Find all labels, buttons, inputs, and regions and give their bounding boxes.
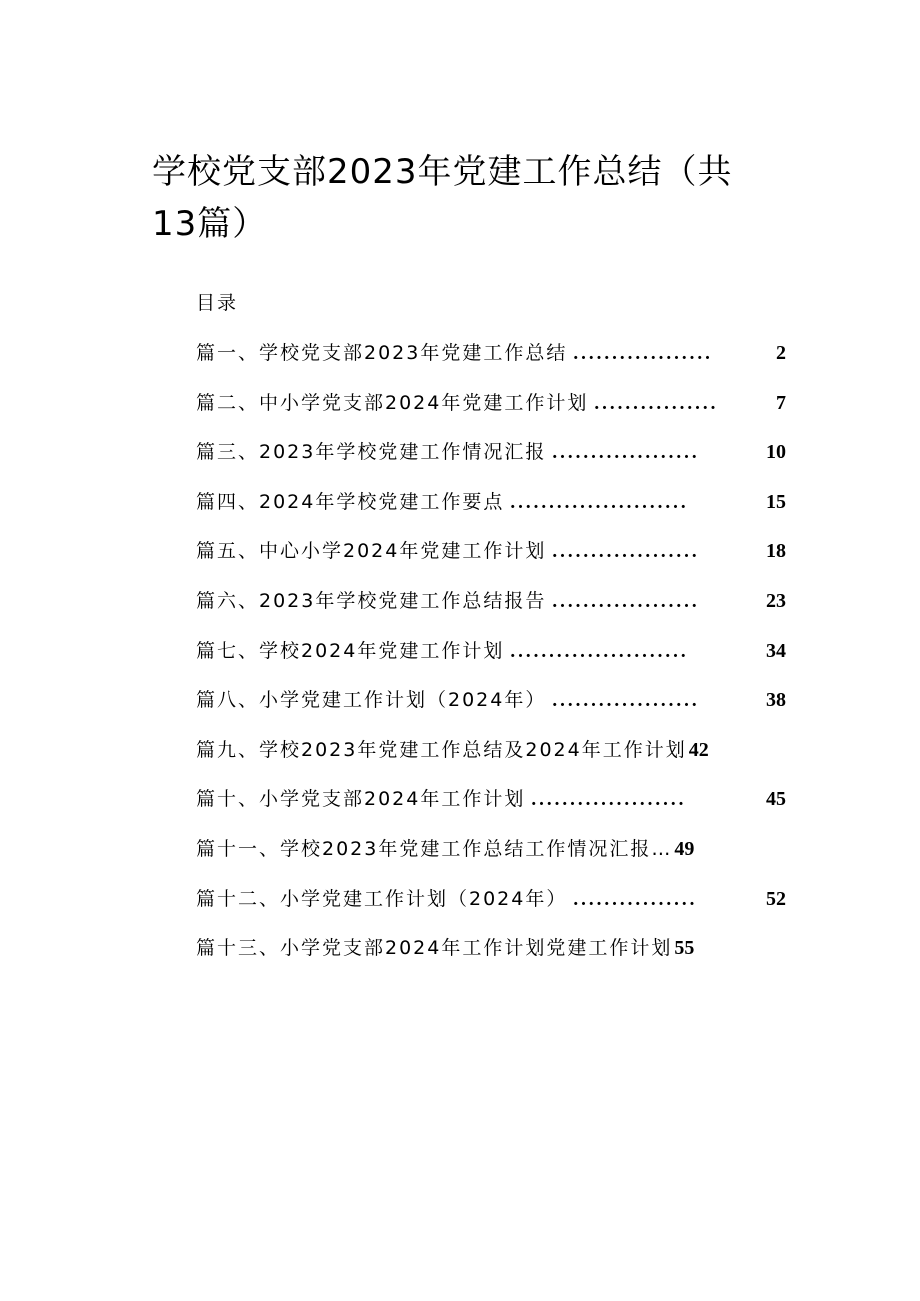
toc-entry-13[interactable]	[196, 933, 786, 983]
toc-heading: 目录	[196, 292, 239, 314]
toc-page-number: 15	[766, 490, 786, 513]
toc-entry-2[interactable]	[196, 388, 786, 438]
toc-entry-11[interactable]	[196, 834, 786, 884]
toc-page-number: 55	[674, 937, 695, 960]
toc-entry-10[interactable]	[196, 784, 786, 834]
toc-leader-dots: ................	[594, 392, 719, 414]
toc-page-number: 2	[776, 342, 786, 364]
toc-leader-dots: ...................	[552, 541, 700, 563]
toc-entry-label: 篇三、2023年学校党建工作情况汇报	[196, 441, 547, 464]
toc-leader-dots: ...................	[552, 442, 700, 464]
toc-entry-label: 篇十二、小学党建工作计划（2024年）	[196, 887, 568, 910]
toc-page-number: 34	[766, 639, 786, 662]
table-of-contents	[196, 338, 786, 983]
toc-entry-3[interactable]	[196, 437, 786, 487]
toc-leader-dots: ...................	[552, 690, 700, 712]
toc-leader-dots: ...................	[552, 590, 700, 612]
toc-page-number: 52	[766, 887, 786, 910]
toc-entry-8[interactable]	[196, 685, 786, 735]
document-title: 学校党支部2023年党建工作总结（共13篇）	[152, 152, 733, 244]
toc-entry-5[interactable]	[196, 536, 786, 586]
toc-entry-label: 篇七、学校2024年党建工作计划	[196, 639, 505, 662]
toc-entry-label: 篇八、小学党建工作计划（2024年）	[196, 689, 547, 712]
toc-entry-label: 篇五、中心小学2024年党建工作计划	[196, 540, 547, 563]
toc-leader-dots: ..................	[573, 343, 713, 364]
toc-entry-4[interactable]	[196, 487, 786, 537]
toc-page-number: 49	[674, 837, 695, 860]
toc-entry-label: 篇十一、学校2023年党建工作总结工作情况汇报…	[196, 837, 673, 860]
toc-entry-label: 篇九、学校2023年党建工作总结及2024年工作计划	[196, 738, 687, 761]
toc-page-number: 10	[766, 441, 786, 464]
toc-entry-label: 篇六、2023年学校党建工作总结报告	[196, 589, 547, 612]
toc-page-number: 45	[766, 788, 786, 811]
toc-entry-label: 篇四、2024年学校党建工作要点	[196, 490, 505, 513]
toc-entry-6[interactable]	[196, 586, 786, 636]
toc-entry-12[interactable]	[196, 884, 786, 934]
toc-entry-1[interactable]	[196, 338, 786, 388]
toc-page-number: 23	[766, 589, 786, 612]
toc-leader-dots: .......................	[510, 491, 689, 513]
toc-entry-9[interactable]	[196, 735, 786, 785]
toc-entry-label: 篇十、小学党支部2024年工作计划	[196, 788, 526, 811]
toc-leader-dots: .......................	[510, 640, 689, 662]
toc-leader-dots: ....................	[531, 789, 687, 811]
toc-entry-label: 篇一、学校党支部2023年党建工作总结	[196, 342, 568, 364]
toc-entry-label: 篇二、中小学党支部2024年党建工作计划	[196, 391, 589, 414]
toc-page-number: 18	[766, 540, 786, 563]
toc-entry-7[interactable]	[196, 636, 786, 686]
toc-entry-label: 篇十三、小学党支部2024年工作计划党建工作计划	[196, 937, 673, 960]
toc-page-number: 42	[688, 738, 709, 761]
toc-page-number: 38	[766, 689, 786, 712]
toc-page-number: 7	[776, 391, 786, 414]
toc-leader-dots: ................	[573, 888, 698, 910]
